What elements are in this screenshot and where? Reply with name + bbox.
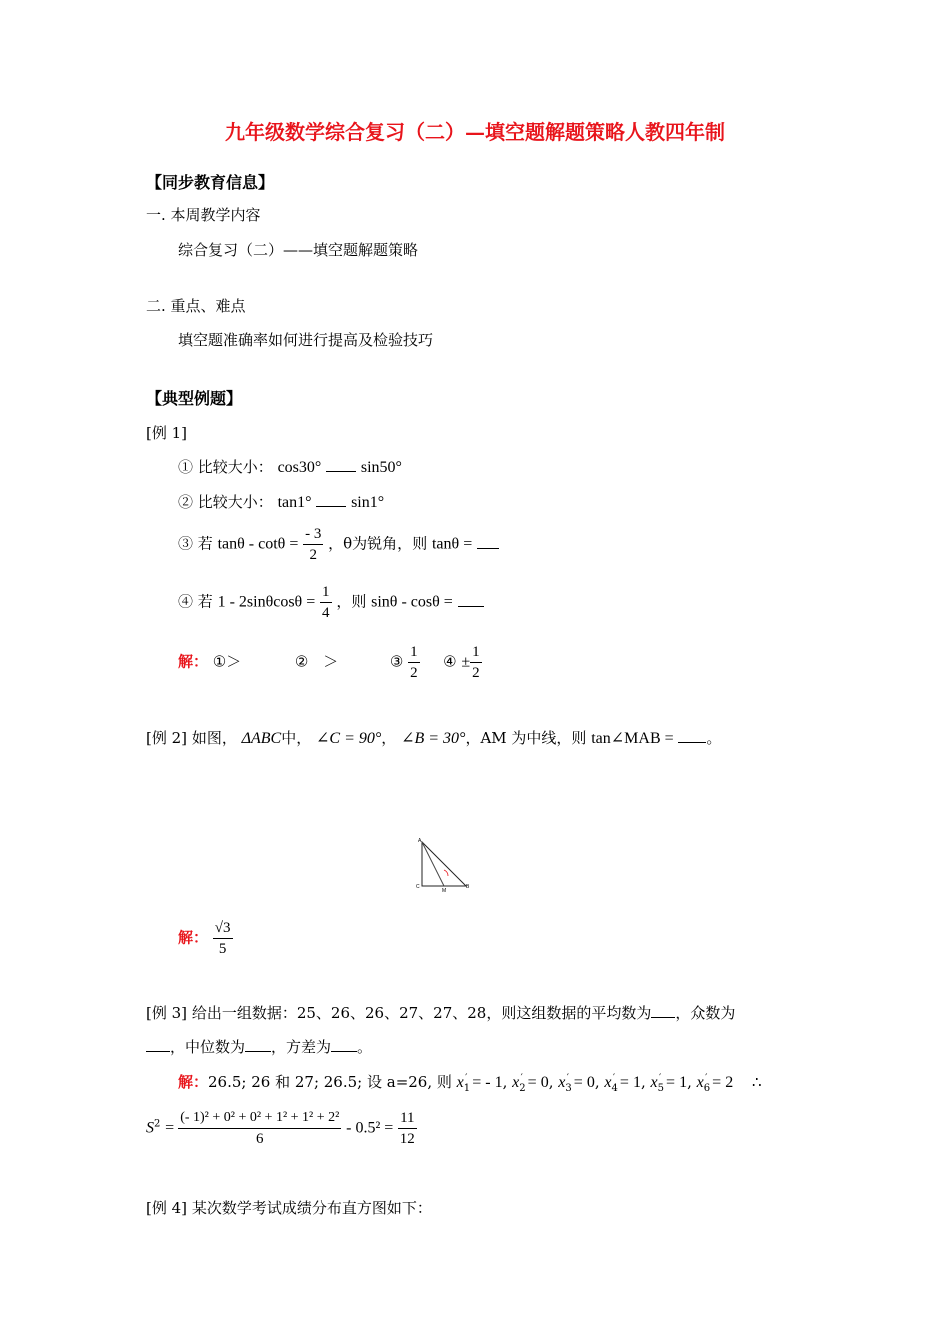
example3-text4: ，方差为 [271, 1038, 332, 1056]
example3-answer-text: 26.5; 26 和 27; 26.5; 设 a=26, 则 [208, 1073, 452, 1091]
q4-fraction-den: 4 [322, 605, 330, 621]
q1-prefix: ① 比较大小： [178, 458, 273, 476]
x4-value: = 1 [619, 1074, 641, 1091]
mean-blank [651, 1003, 675, 1018]
example1-q3 [178, 524, 499, 565]
answer-4-den: 2 [472, 665, 480, 681]
answer-3: ③ [389, 652, 404, 671]
example2-end: 。 [706, 729, 722, 747]
variance-result-den: 12 [399, 1131, 415, 1147]
part1-content: 综合复习（二）——填空题解题策略 [178, 241, 419, 259]
variance-denominator: 6 [256, 1131, 264, 1147]
section-sync-heading: 【同步教育信息】 [146, 173, 275, 192]
example4-label: [例 4] [146, 1199, 188, 1217]
median-am [422, 842, 444, 886]
example1-answer [178, 642, 482, 683]
answer-4-num: 1 [470, 642, 482, 663]
example1-q1 [178, 456, 402, 477]
variance-formula: $S^2$ = $\frac{\text{(- 1)² + 0² + 0² + 1² + 1² + 2²}}{6}$ - 0.5² = $\frac{11}{12}$ [146, 1110, 415, 1147]
triangle-abc [422, 842, 466, 886]
q1-left: cos30° [277, 459, 322, 476]
therefore-symbol: ∴ [751, 1073, 762, 1091]
example2-question: [例 2] 如图， ΔABC中， ∠C = 90°， ∠B = 30°，AM 为中线，则 tan∠MAB = 。 [146, 729, 722, 747]
x5-value: = 1 [666, 1074, 688, 1091]
q3-blank [477, 534, 499, 549]
variance-blank [331, 1037, 357, 1052]
example2-answer-label: 解： [178, 928, 209, 947]
q3-mid: ，θ为锐角，则 [328, 534, 428, 553]
q4-fraction-num: 1 [320, 582, 332, 603]
q3-prefix: ③ 若 [178, 534, 213, 553]
example3-text1: 给出一组数据：25、26、26、27、27、28，则这组数据的平均数为 [191, 1004, 652, 1022]
example3-question-line1 [146, 1002, 735, 1023]
mode-blank [146, 1037, 170, 1052]
answer-1: ①＞ [212, 652, 242, 671]
variance-fraction [178, 1108, 341, 1149]
variance-result-num: 11 [398, 1108, 416, 1129]
example2-answer [178, 918, 233, 959]
example2-ask: tan∠MAB = [591, 730, 674, 747]
q3-fraction [303, 524, 323, 565]
label-a: A [418, 838, 422, 844]
q4-mid: ，则 [336, 592, 367, 611]
x1-value: = - 1 [472, 1074, 503, 1091]
example1-q2 [178, 491, 384, 512]
page-title: 九年级数学综合复习（二）—填空题解题策略人教四年制 [225, 120, 725, 144]
example1-label: [例 1] [146, 424, 188, 442]
q4-ask: sinθ - cosθ = [371, 593, 453, 611]
answer-4-fraction [470, 642, 482, 683]
example3-question-line2 [146, 1036, 372, 1057]
q3-ask: tanθ = [431, 535, 473, 553]
example4-text: 某次数学考试成绩分布直方图如下： [191, 1199, 432, 1217]
example2-triangle: ΔABC [241, 730, 282, 747]
answer-label: 解： [178, 652, 209, 671]
example1-q4 [178, 582, 484, 623]
example2-blank [678, 728, 706, 743]
answer-3-num: 1 [408, 642, 420, 663]
angle-mark [444, 870, 448, 876]
q3-expr: tanθ - cotθ = [217, 535, 299, 553]
q2-right: sin1° [351, 494, 385, 511]
q2-left: tan1° [277, 494, 312, 511]
variance-result [398, 1108, 416, 1149]
label-c: C [416, 884, 420, 890]
q4-prefix: ④ 若 [178, 592, 213, 611]
q4-expr: 1 - 2sinθcosθ = [217, 593, 316, 611]
x2-value: = 0 [527, 1074, 549, 1091]
q3-fraction-num: - 3 [303, 524, 323, 545]
q1-right: sin50° [360, 459, 402, 476]
triangle-figure [410, 836, 474, 892]
example2-angle-c: ∠C = 90° [316, 730, 382, 747]
example2-label: [例 2] [146, 729, 188, 747]
answer-3-den: 2 [410, 665, 418, 681]
q2-blank [316, 492, 346, 507]
x6-value: = 2 [712, 1074, 734, 1091]
example2-answer-num: √3 [213, 918, 233, 939]
answer-4-sign: ± [461, 653, 471, 671]
label-b: B [466, 884, 470, 890]
example3-text3: ，中位数为 [170, 1038, 246, 1056]
example3-answer: 解：26.5; 26 和 27; 26.5; 设 a=26, 则 $x_1'$ = - 1, $x_2' = 0$, $x_3' = 0$, $x_4' = 1$, $x_5' = 1$, $x_6' = 2$ ∴ [178, 1073, 762, 1094]
q4-fraction [320, 582, 332, 623]
variance-numerator: (- 1)² + 0² + 0² + 1² + 1² + 2² [178, 1108, 341, 1129]
q3-fraction-den: 2 [309, 547, 317, 563]
example3-text2: ，众数为 [675, 1004, 736, 1022]
section-examples-heading: 【典型例题】 [146, 389, 243, 408]
example2-text1: 如图， [191, 729, 237, 747]
example2-answer-den: 5 [218, 941, 227, 957]
label-m: M [442, 888, 447, 892]
q4-blank [458, 592, 484, 607]
example2-answer-fraction [213, 918, 233, 959]
part1-heading: 一. 本周教学内容 [146, 206, 261, 224]
example3-label: [例 3] [146, 1004, 188, 1022]
example2-angle-b: ∠B = 30° [401, 730, 466, 747]
example2-text3: ，AM 为中线，则 [465, 729, 587, 747]
example4-question [146, 1197, 432, 1218]
part2-content: 填空题准确率如何进行提高及检验技巧 [178, 331, 434, 349]
x3-value: = 0 [573, 1074, 595, 1091]
q2-prefix: ② 比较大小： [178, 493, 273, 511]
variance-symbol: S [146, 1119, 154, 1137]
example3-text5: 。 [357, 1038, 373, 1056]
variance-minus: - 0.5² = [346, 1119, 394, 1137]
q1-blank [326, 457, 356, 472]
median-blank [245, 1037, 271, 1052]
answer-3-fraction [408, 642, 420, 683]
answer-4: ④ [443, 652, 457, 671]
answer-2: ② ＞ [294, 652, 339, 671]
part2-heading: 二. 重点、难点 [146, 297, 246, 315]
example2-text2: 中， [281, 729, 312, 747]
example3-answer-label: 解： [178, 1073, 209, 1091]
